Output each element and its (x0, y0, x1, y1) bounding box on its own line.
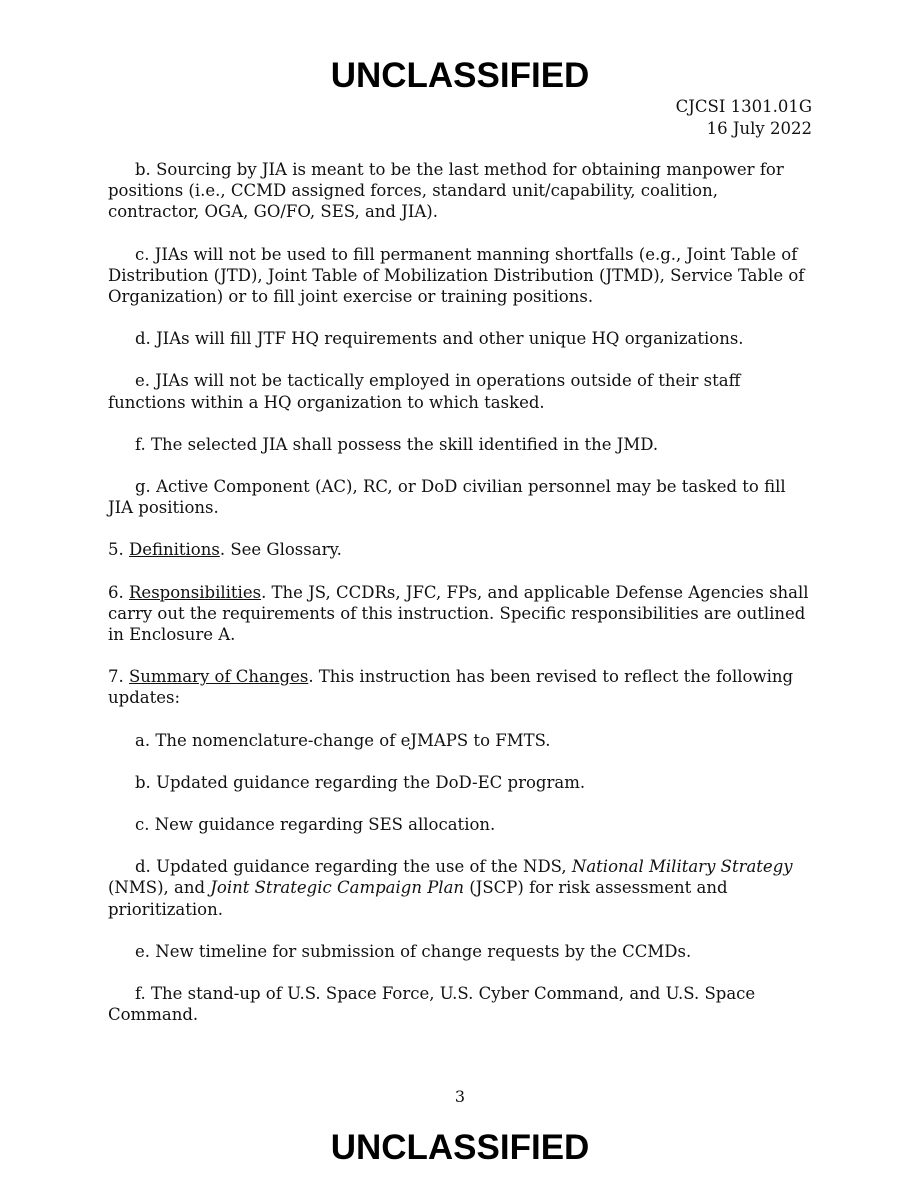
change-text: New guidance regarding SES allocation. (154, 815, 496, 835)
paragraph-b (108, 159, 813, 223)
change-item-e (108, 941, 813, 962)
change-label: d. (135, 857, 157, 877)
section-title: Summary of Changes (129, 667, 309, 687)
section-number: 6. (108, 582, 129, 602)
paragraph-g (108, 476, 813, 518)
change-label: e. (135, 941, 156, 961)
document-body (108, 159, 813, 1046)
change-item-d (108, 856, 813, 920)
document-header (676, 96, 812, 140)
document-date: 16 July 2022 (706, 119, 812, 138)
paragraph-c (108, 244, 813, 308)
section-7-summary-of-changes (108, 666, 813, 708)
change-text: (NMS), and (108, 878, 211, 898)
change-item-b (108, 772, 813, 793)
classification-banner-top: UNCLASSIFIED (330, 56, 590, 95)
paragraph-label: c. (135, 244, 155, 264)
paragraph-d (108, 328, 813, 349)
paragraph-e (108, 370, 813, 412)
section-text: . The JS, CCDRs, JFC, FPs, and applicable Defense Agencies shall carry out the requirements of this instruction. Specific responsibilities are outlined in Enclosure A. (108, 582, 809, 645)
paragraph-label: d. (135, 329, 157, 349)
section-6-responsibilities (108, 582, 813, 646)
change-text: The stand-up of U.S. Space Force, U.S. Cyber Command, and U.S. Space Command. (108, 984, 756, 1025)
paragraph-label: e. (135, 371, 156, 391)
section-5-definitions (108, 539, 813, 560)
document-id: CJCSI 1301.01G (675, 97, 812, 116)
change-text: (JSCP) for risk assessment and prioritization. (108, 878, 728, 919)
change-item-a (108, 730, 813, 751)
change-text: The nomenclature-change of eJMAPS to FMTS. (155, 730, 551, 750)
change-text: New timeline for submission of change requests by the CCMDs. (155, 941, 692, 961)
paragraph-text: JIAs will not be used to fill permanent manning shortfalls (e.g., Joint Table of Distribution (JTD), Joint Table of Mobilization Distribution (JTMD), Service Table of Organization) or to fill joint exercise or training positions. (108, 244, 805, 307)
paragraph-text: Sourcing by JIA is meant to be the last method for obtaining manpower for positions (i.e., CCMD assigned forces, standard unit/capability, coalition, contractor, OGA, GO/FO, SES, and JIA). (108, 160, 784, 222)
classification-banner-bottom: UNCLASSIFIED (330, 1128, 590, 1167)
change-item-f (108, 983, 813, 1025)
change-text: Updated guidance regarding the use of the NDS, (156, 857, 572, 877)
section-text: . See Glossary. (219, 540, 342, 560)
section-title: Responsibilities (129, 582, 262, 602)
section-text: . This instruction has been revised to reflect the following updates: (108, 667, 794, 708)
change-label: c. (135, 815, 155, 835)
paragraph-text: JIAs will not be tactically employed in operations outside of their staff functions within a HQ organization to which tasked. (108, 371, 741, 412)
paragraph-text: Active Component (AC), RC, or DoD civilian personnel may be tasked to fill JIA positions. (108, 477, 786, 518)
paragraph-label: f. (135, 434, 152, 454)
change-item-c (108, 814, 813, 835)
paragraph-text: The selected JIA shall possess the skill identified in the JMD. (151, 434, 659, 454)
section-number: 7. (108, 667, 129, 687)
page-number: 3 (454, 1087, 466, 1106)
paragraph-text: JIAs will fill JTF HQ requirements and other unique HQ organizations. (156, 329, 744, 349)
change-italic-title: National Military Strategy (571, 857, 793, 877)
section-title: Definitions (129, 540, 220, 560)
change-text: Updated guidance regarding the DoD-EC program. (156, 772, 586, 792)
change-italic-title: Joint Strategic Campaign Plan (210, 878, 465, 898)
paragraph-label: b. (135, 160, 157, 179)
change-label: a. (135, 730, 156, 750)
paragraph-label: g. (135, 477, 157, 497)
paragraph-f (108, 434, 813, 455)
change-label: f. (135, 984, 152, 1004)
change-label: b. (135, 772, 157, 792)
section-number: 5. (108, 540, 129, 560)
